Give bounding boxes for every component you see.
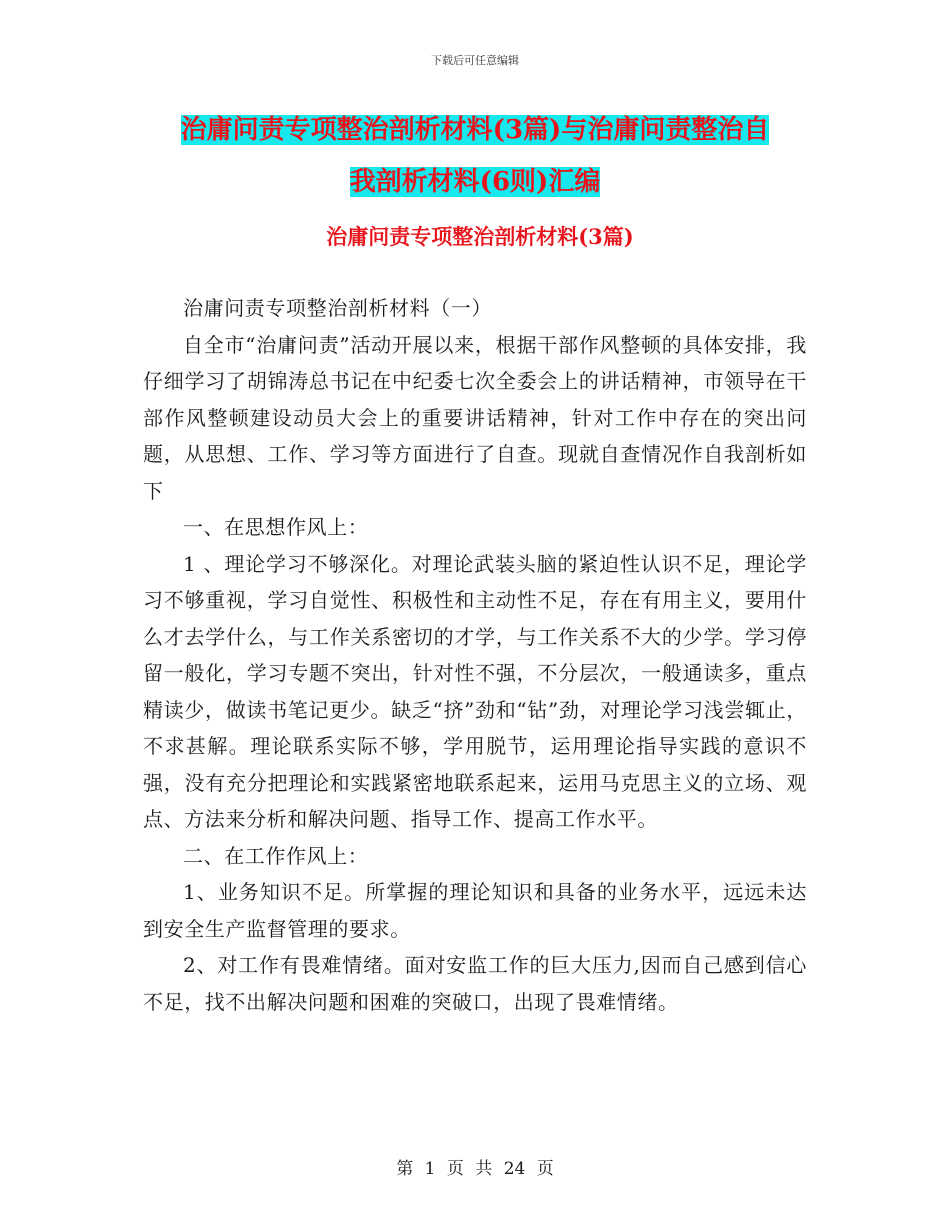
page-footer: 第 1 页 共 24 页: [396, 1159, 554, 1179]
document-title: [150, 104, 800, 208]
paragraph-fear-of-difficulty: 2、对工作有畏难情绪。面对安监工作的巨大压力,因而自己感到信心不足，找不出解决问题和困难的突破口，出现了畏难情绪。: [143, 953, 807, 1014]
document-title-line-1: 治庸问责专项整治剖析材料(3篇)与治庸问责整治自: [180, 115, 770, 145]
paragraph-subtitle: 治庸问责专项整治剖析材料（一）: [183, 296, 492, 320]
document-body: [143, 290, 807, 1020]
paragraph-theory-study: 1 、理论学习不够深化。对理论武装头脑的紧迫性认识不足，理论学习不够重视，学习自觉性、积极性和主动性不足，存在有用主义，要用什么才去学什么，与工作关系密切的才学，与工作关系不大的少学。学习停留一般化，学习专题不突出，针对性不强，不分层次，一般通读多，重点精读少，做读书笔记更少。缺乏“挤”劲和“钻”劲，对理论学习浅尝辄止，不求甚解。理论联系实际不够，学用脱节，运用理论指导实践的意识不强，没有充分把理论和实践紧密地联系起来，运用马克思主义的立场、观点、方法来分析和解决问题、指导工作、提高工作水平。: [143, 551, 807, 831]
section-title: 治庸问责专项整治剖析材料(3篇): [326, 224, 634, 249]
paragraph-heading-work: 二、在工作作风上：: [183, 843, 369, 868]
document-title-line-2: 我剖析材料(6则)汇编: [349, 167, 601, 197]
paragraph-business-knowledge: 1、业务知识不足。所掌握的理论知识和具备的业务水平，远远未达到安全生产监督管理的要求。: [143, 880, 807, 941]
paragraph-heading-thinking: 一、在思想作风上：: [183, 515, 369, 539]
header-note: 下载后可任意编辑: [431, 54, 519, 67]
paragraph-intro: 自全市“治庸问责”活动开展以来，根据干部作风整顿的具体安排，我仔细学习了胡锦涛总书记在中纪委七次全委会上的讲话精神，市领导在干部作风整顿建设动员大会上的重要讲话精神，针对工作中存在的突出问题，从思想、工作、学习等方面进行了自查。现就自查情况作自我剖析如下: [143, 332, 807, 503]
